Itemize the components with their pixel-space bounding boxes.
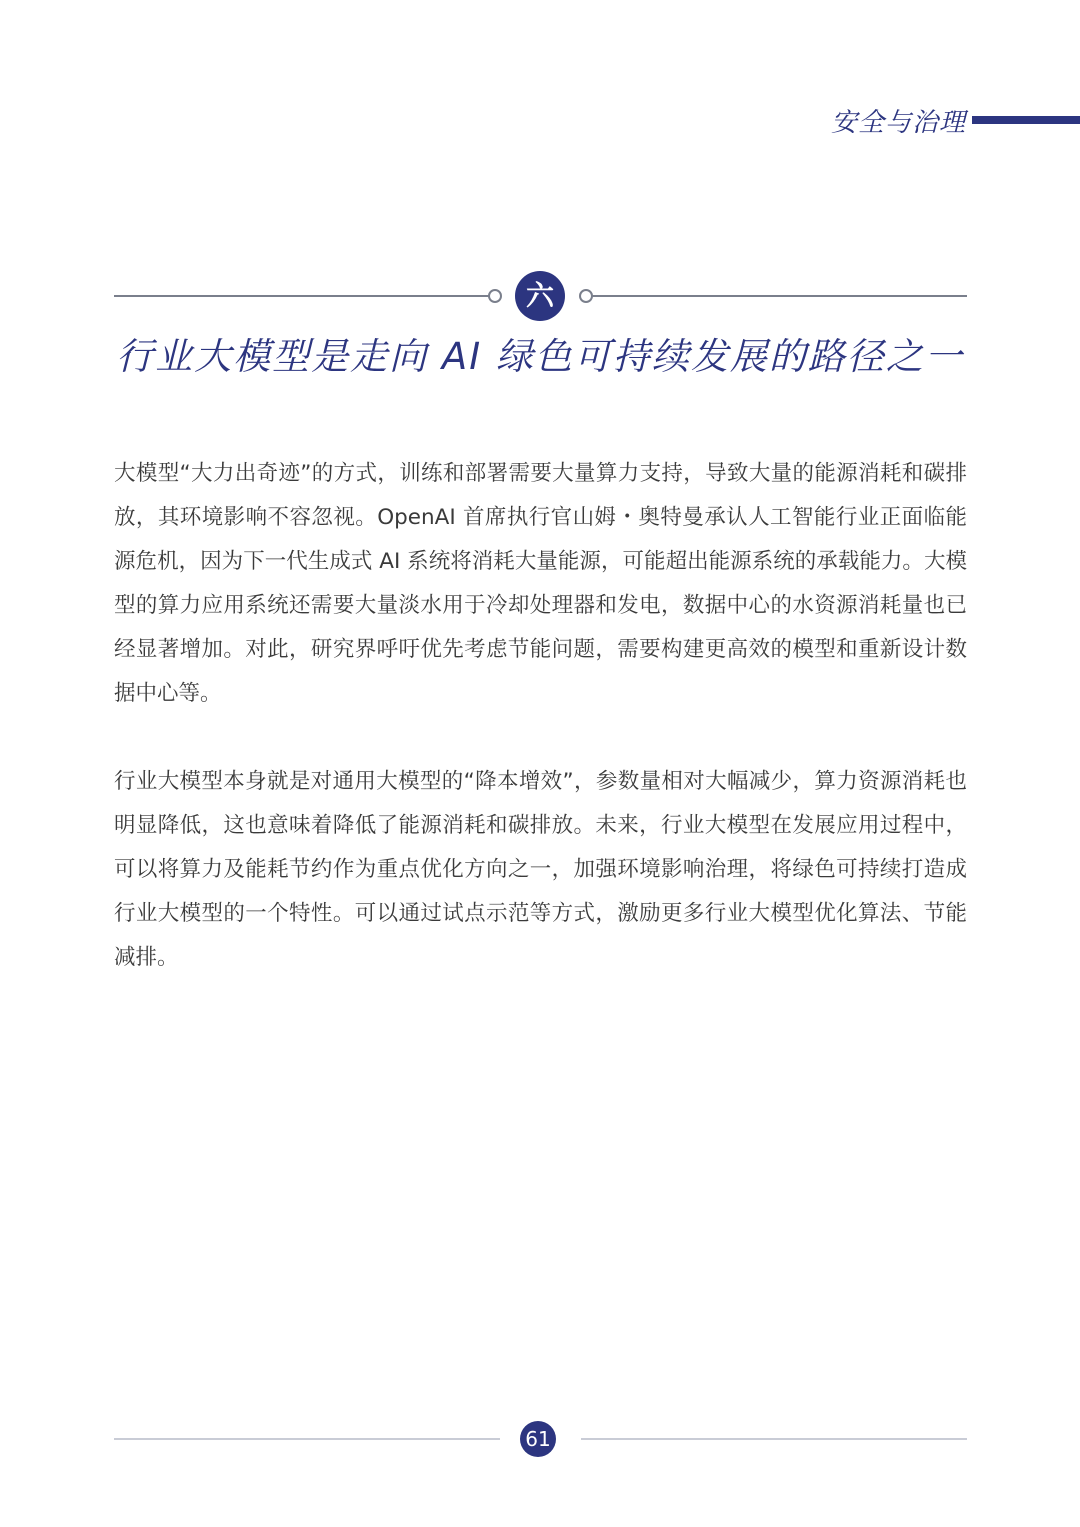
chapter-title: 行业大模型是走向 AI 绿色可持续发展的路径之一 xyxy=(116,335,964,378)
section-label: 安全与治理 xyxy=(830,107,966,138)
page-footer xyxy=(114,1419,967,1459)
section-header xyxy=(831,100,1080,140)
chapter-number-badge: 六 xyxy=(515,271,565,321)
footer-line-left xyxy=(114,1438,500,1440)
body-paragraph-1: 大模型“大力出奇迹”的方式，训练和部署需要大量算力支持，导致大量的能源消耗和碳排放，其环境影响不容忽视。OpenAI 首席执行官山姆・奥特曼承认人工智能行业正面临能源危机，因为下一代生成式 AI 系统将消耗大量能源，可能超出能源系统的承载能力。大模型的算力应用系统还需要大量淡水用于冷却处理器和发电，数据中心的水资源消耗量也已经显著增加。对此，研究界呼吁优先考虑节能问题，需要构建更高效的模型和重新设计数据中心等。 xyxy=(114,461,967,706)
divider-dot-left xyxy=(488,289,502,303)
divider-line-left xyxy=(114,295,489,297)
page-number: 61 xyxy=(520,1421,556,1457)
body-paragraph-2: 行业大模型本身就是对通用大模型的“降本增效”，参数量相对大幅减少，算力资源消耗也明显降低，这也意味着降低了能源消耗和碳排放。未来，行业大模型在发展应用过程中，可以将算力及能耗节约作为重点优化方向之一，加强环境影响治理，将绿色可持续打造成行业大模型的一个特性。可以通过试点示范等方式，激励更多行业大模型优化算法、节能减排。 xyxy=(114,769,967,970)
footer-line-right xyxy=(581,1438,967,1440)
section-accent-bar xyxy=(972,116,1080,124)
divider-line-right xyxy=(592,295,967,297)
divider-dot-right xyxy=(579,289,593,303)
chapter-divider xyxy=(114,270,967,322)
